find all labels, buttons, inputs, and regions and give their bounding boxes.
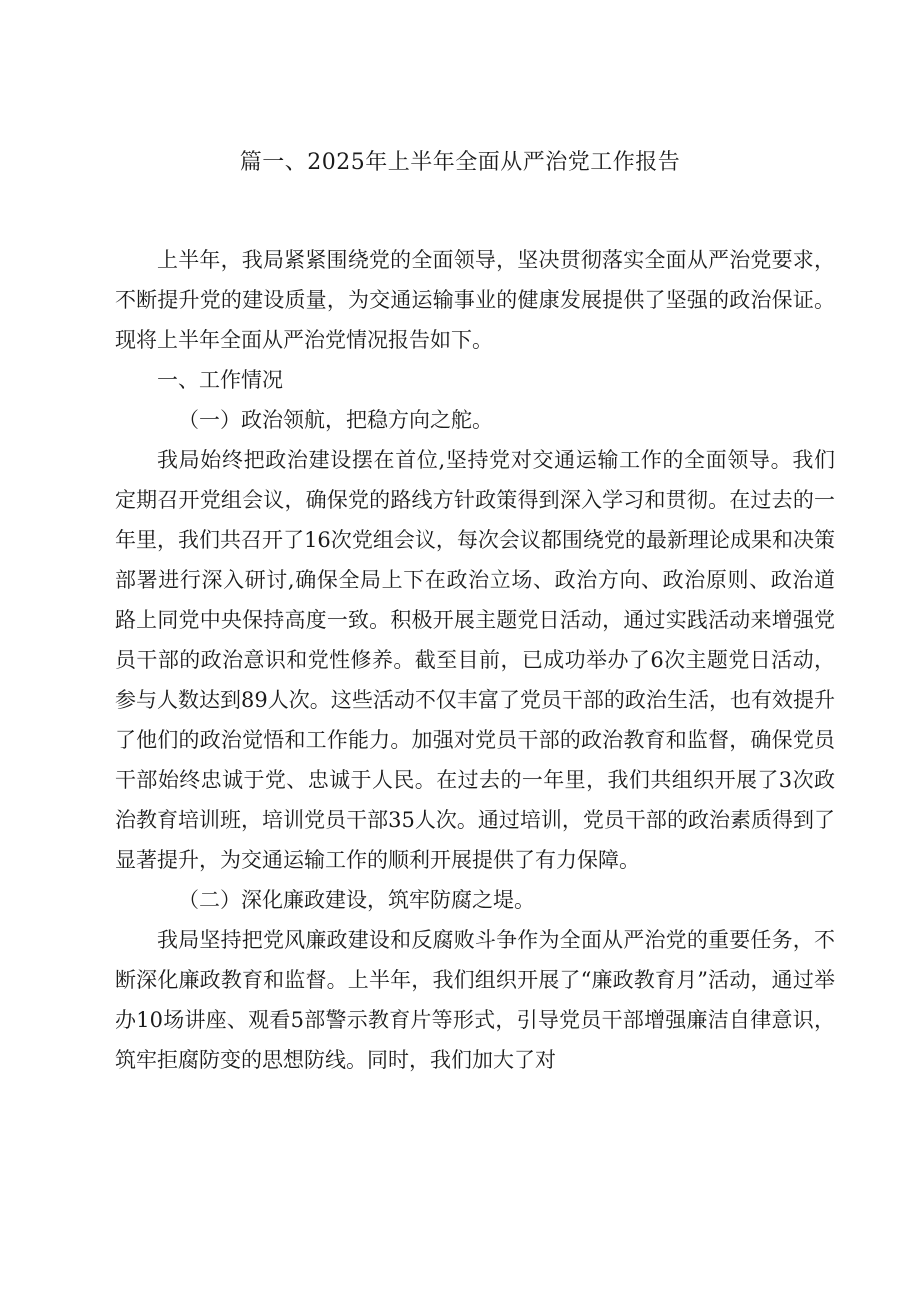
document-body [115,240,835,1080]
subsection-heading-political-leadership: （一）政治领航，把稳方向之舵。 [178,408,493,432]
paragraph-intro: 上半年，我局紧紧围绕党的全面领导，坚决贯彻落实全面从严治党要求，不断提升党的建设质量，为交通运输事业的健康发展提供了坚强的政治保证。现将上半年全面从严治党情况报告如下。 [115,248,835,352]
paragraph-political-leadership: 我局始终把政治建设摆在首位,坚持党对交通运输工作的全面领导。我们定期召开党组会议，确保党的路线方针政策得到深入学习和贯彻。在过去的一年里，我们共召开了16次党组会议，每次会议都围绕党的最新理论成果和决策部署进行深入研讨,确保全局上下在政治立场、政治方向、政治原则、政治道路上同党中央保持高度一致。积极开展主题党日活动，通过实践活动来增强党员干部的政治意识和党性修养。截至目前，已成功举办了6次主题党日活动，参与人数达到89人次。这些活动不仅丰富了党员干部的政治生活，也有效提升了他们的政治觉悟和工作能力。加强对党员干部的政治教育和监督，确保党员干部始终忠诚于党、忠诚于人民。在过去的一年里，我们共组织开展了3次政治教育培训班，培训党员干部35人次。通过培训，党员干部的政治素质得到了显著提升，为交通运输工作的顺利开展提供了有力保障。 [115,448,835,872]
section-heading-work-status: 一、工作情况 [157,368,283,392]
subsection-heading-integrity-building: （二）深化廉政建设，筑牢防腐之堤。 [178,888,535,912]
paragraph-integrity-building: 我局坚持把党风廉政建设和反腐败斗争作为全面从严治党的重要任务，不断深化廉政教育和监督。上半年，我们组织开展了“廉政教育月”活动，通过举办10场讲座、观看5部警示教育片等形式，引导党员干部增强廉洁自律意识，筑牢拒腐防变的思想防线。同时，我们加大了对 [115,928,835,1072]
document-title: 篇一、2025年上半年全面从严治党工作报告 [239,150,681,175]
